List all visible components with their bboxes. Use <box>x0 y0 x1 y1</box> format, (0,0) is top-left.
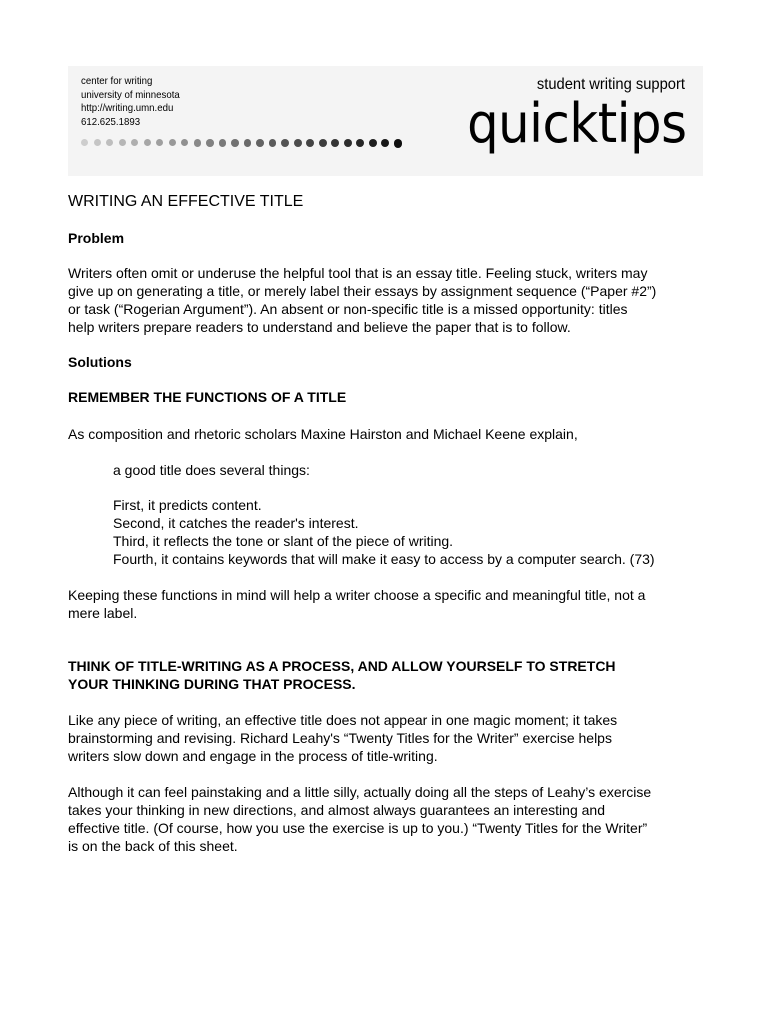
section-heading: REMEMBER THE FUNCTIONS OF A TITLE <box>68 389 347 405</box>
contact-line: http://writing.umn.edu <box>81 102 174 114</box>
dot-leader-dot <box>106 139 113 146</box>
block-quote-line: Fourth, it contains keywords that will make it easy to access by a computer search. (73) <box>113 551 655 567</box>
dot-leader-dot <box>131 139 138 146</box>
dot-leader-dot <box>294 139 302 147</box>
contact-line: 612.625.1893 <box>81 115 141 128</box>
dot-leader-dot <box>119 139 126 146</box>
contact-line: university of minnesota <box>81 88 180 101</box>
problem-heading: Problem <box>68 230 125 246</box>
dot-leader-dot <box>269 139 277 147</box>
dot-leader-dot <box>219 139 227 147</box>
paragraph-line: help writers prepare readers to understand and believe the paper that is to follow. <box>68 319 571 335</box>
paragraph-line: Keeping these functions in mind will help a writer choose a specific and meaningful title, not a <box>68 587 646 603</box>
section-heading: THINK OF TITLE-WRITING AS A PROCESS, AND ALLOW YOURSELF TO STRETCH <box>68 658 616 674</box>
dot-leader-dot <box>206 139 214 147</box>
dot-leader-dot <box>256 139 264 147</box>
paragraph-line: Writers often omit or underuse the helpful tool that is an essay title. Feeling stuck, writers may <box>68 265 648 281</box>
document-title: WRITING AN EFFECTIVE TITLE <box>68 193 304 210</box>
paragraph-line: Like any piece of writing, an effective title does not appear in one magic moment; it takes <box>68 712 618 728</box>
contact-block <box>81 75 188 129</box>
dot-leader-dot <box>319 139 327 147</box>
solutions-heading: Solutions <box>68 354 132 370</box>
block-quote-line: Second, it catches the reader's interest. <box>113 515 359 531</box>
paragraph-line: Although it can feel painstaking and a little silly, actually doing all the steps of Leahy’s exercise <box>68 784 652 800</box>
dot-leader-dot <box>231 139 239 147</box>
dot-leader-dot <box>344 139 352 147</box>
dot-leader-dot <box>144 139 151 146</box>
block-quote-line: Third, it reflects the tone or slant of the piece of writing. <box>113 533 454 549</box>
dot-leader-dot <box>381 139 389 147</box>
tagline: student writing support <box>536 76 685 93</box>
dot-leader-dot <box>156 139 163 146</box>
brand-logo-text: quicktips <box>467 92 687 155</box>
contact-line: center for writing <box>81 75 153 87</box>
dot-leader-dot <box>331 139 339 147</box>
dot-leader-dot <box>356 139 364 147</box>
dot-leader-dot <box>394 139 403 148</box>
paragraph-line: brainstorming and revising. Richard Leahy's “Twenty Titles for the Writer” exercise helps <box>68 730 612 746</box>
masthead <box>68 66 703 176</box>
dot-leader-dot <box>244 139 252 147</box>
block-quote-line: a good title does several things: <box>113 462 310 478</box>
paragraph-line: takes your thinking in new directions, and almost always guarantees an interesting and <box>68 802 605 818</box>
paragraph-line: effective title. (Of course, how you use the exercise is up to you.) “Twenty Titles for the Writer” <box>68 820 648 836</box>
paragraph-line: writers slow down and engage in the process of title-writing. <box>68 748 438 764</box>
paragraph-line: give up on generating a title, or merely label their essays by assignment sequence (“Paper #2”) <box>68 283 657 299</box>
paragraph-line: As composition and rhetoric scholars Maxine Hairston and Michael Keene explain, <box>68 426 578 442</box>
paragraph-line: or task (“Rogerian Argument”). An absent or non-specific title is a missed opportunity: titles <box>68 301 628 317</box>
dot-leader <box>81 139 411 149</box>
dot-leader-dot <box>81 139 88 146</box>
dot-leader-dot <box>281 139 289 147</box>
dot-leader-dot <box>169 139 176 146</box>
dot-leader-dot <box>181 139 188 146</box>
paragraph-line: mere label. <box>68 605 138 621</box>
block-quote-line: First, it predicts content. <box>113 497 262 513</box>
dot-leader-dot <box>306 139 314 147</box>
section-heading: YOUR THINKING DURING THAT PROCESS. <box>68 676 356 692</box>
dot-leader-dot <box>369 139 377 147</box>
dot-leader-dot <box>194 139 202 147</box>
paragraph-line: is on the back of this sheet. <box>68 838 238 854</box>
dot-leader-dot <box>94 139 101 146</box>
